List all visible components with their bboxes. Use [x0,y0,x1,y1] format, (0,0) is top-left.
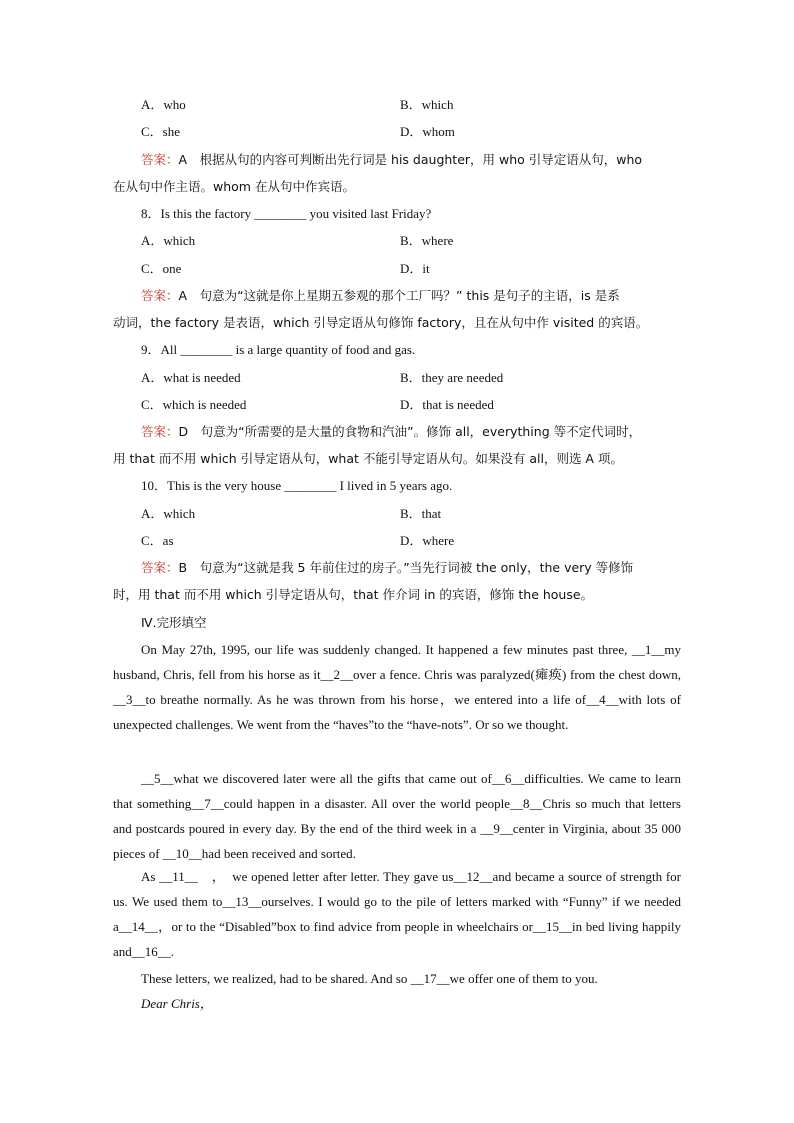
q8-stem: 8．Is this the factory ________ you visited last Friday? [141,206,432,221]
answer-label: 答案： [141,560,179,575]
q7-option-d: D．whom [400,124,455,139]
q9-option-a: A．what is needed [141,370,241,385]
q10-option-b: B．that [400,506,442,521]
q7-answer: 答案：A 根据从句的内容可判断出先行词是 his daughter，用 who 引导定语从句，who [141,152,643,167]
q9-stem: 9．All ________ is a large quantity of food and gas. [141,342,416,357]
q7-option-b: B．which [400,97,454,112]
q8-option-c: C．one [141,261,182,276]
q8-answer-cont: 动词，the factory 是表语，which 引导定语从句修饰 factory，且在从句中作 visited 的宾语。 [113,315,649,330]
q10-answer-cont: 时，用 that 而不用 which 引导定语从句，that 作介词 in 的宾语，修饰 the house。 [113,587,594,602]
q9-answer-cont: 用 that 而不用 which 引导定语从句，what 不能引导定语从句。如果没有 all，则选 A 项。 [113,451,623,466]
q7-answer-cont: 在从句中作主语。whom 在从句中作宾语。 [113,179,355,194]
q10-option-d: D．where [400,533,455,548]
section-title: Ⅳ.完形填空 [141,615,207,630]
q8-option-b: B．where [400,233,454,248]
passage-paragraph-2: __5__what we discovered later were all the gifts that came out of__6__difficulties. We came to learn that something__7__could happen in a disaster. All over the world people__8__Chris so much that letters and postcards poured in every day. By the end of the third week in a __9__center in Virginia, about 35 000 pieces of __10__had been received and sorted. [113,771,681,861]
q10-option-a: A．which [141,506,196,521]
q9-option-b: B．they are needed [400,370,504,385]
passage-paragraph-4: These letters, we realized, had to be shared. And so __17__we offer one of them to you. [141,971,598,986]
q10-answer: 答案：B 句意为“这就是我 5 年前住过的房子。”当先行词被 the only，the very 等修饰 [141,560,634,575]
q7-option-a: A．who [141,97,186,112]
letter-salutation: Dear Chris， [141,996,213,1011]
q8-option-d: D．it [400,261,430,276]
q9-option-d: D．that is needed [400,397,494,412]
answer-label: 答案： [141,152,179,167]
answer-label: 答案： [141,288,179,303]
q8-answer: 答案：A 句意为“这就是你上星期五参观的那个工厂吗？” this 是句子的主语，is 是系 [141,288,620,303]
q9-answer: 答案：D 句意为“所需要的是大量的食物和汽油”。修饰 all，everything 等不定代词时， [141,424,642,439]
passage-paragraph-3: As __11__ ， we opened letter after letter. They gave us__12__and became a source of strength for us. We used them to__13__ourselves. I would go to the pile of letters marked with “Funny” if we needed a__14__，or to the “Disabled”box to find advice from people in wheelchairs or__15__in bed living happily and__16__. [113,869,681,959]
q7-option-c: C．she [141,124,181,139]
q10-option-c: C．as [141,533,174,548]
q10-stem: 10．This is the very house ________ I lived in 5 years ago. [141,478,453,493]
answer-label: 答案： [141,424,179,439]
q9-option-c: C．which is needed [141,397,247,412]
passage-paragraph-1: On May 27th, 1995, our life was suddenly changed. It happened a few minutes past three, __1__my husband, Chris, fell from his horse as it__2__over a fence. Chris was paralyzed(瘫痪) from the chest down, __3__to breathe normally. As he was thrown from his horse，we entered into a life of__4__with lots of unexpected challenges. We went from the “haves”to the “have-nots”. Or so we thought. [113,642,681,732]
q8-option-a: A．which [141,233,196,248]
